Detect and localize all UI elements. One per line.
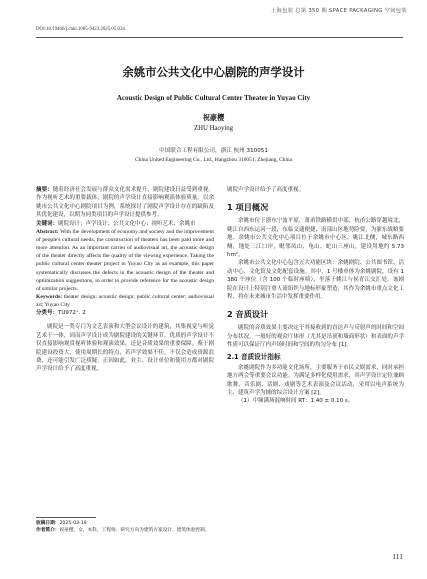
author-bio bbox=[36, 527, 214, 534]
section-1-heading: 1 项目概况 bbox=[227, 202, 269, 213]
title-en: Acoustic Design of Public Cultural Center Theater in Yuyao City bbox=[116, 94, 311, 102]
page-number: 111 bbox=[392, 552, 403, 561]
abstract-zh bbox=[36, 186, 214, 220]
classification bbox=[36, 309, 214, 317]
keywords-zh bbox=[36, 220, 214, 228]
abstract-en-text: With the development of economy and society and the improvement of people's cultural needs, the construction of theaters has been paid more and more attention. As an important carrier of audiovisual art, the acoustic design of the theater directly affects the quality of the viewing experience. Taking the public cultural center theater project in Yuyao City as an example, this paper systematically discusses the defects in the acoustic design of the theater and optimization suggestions, in order to provide reference for the acoustic design of similar projects. bbox=[36, 229, 214, 292]
section-1-paragraph-2: 余姚市公共文化中心包含五大功能区块：余姚剧院、公共图书馆、活动中心、文化馆及文化配套设施。其中，1 号楼单体为余姚剧院，设有 1 380 个座位（含 100 个临时座椅），坐落于姚江与侯青江交汇处。该剧院在设计上特别注重人流组织与地标形象塑造，其作为余姚市重点文化工程，将在未来城市生活中发挥重要作用。 bbox=[227, 260, 404, 301]
keywords-en-text: theater design; acoustic design; public cultural center; audiovisual art; Yuyao City bbox=[36, 293, 214, 308]
author-en: ZHU Haoying bbox=[193, 125, 234, 132]
section-2-paragraph-1: 剧院的音质效果主要决定于其接收到的直达声与反射声的时间和空间分布状况。一般好的观众厅体形（尤其是吊顶和墙面形状）和表面的声学性质可以保证厅内声场时间和空间的均匀分布 [1]。 bbox=[227, 325, 404, 349]
section-2-1-item-1: （1）中频满场混响时间 RT：1.40 ± 0.10 s。 bbox=[238, 398, 354, 405]
doi[interactable]: DOI:10.19466/j.cnki.1005-9423.2025.05.034. bbox=[36, 27, 127, 32]
running-header: 上海包装 总第 350 期 SPACE PACKAGING 空间包装 bbox=[270, 8, 407, 14]
keywords-en bbox=[36, 293, 214, 309]
keywords-label: 关键词： bbox=[36, 220, 59, 227]
left-column bbox=[36, 186, 214, 374]
affiliation-zh: 中国联合工程有限公司，浙江 杭州 310051 bbox=[159, 148, 268, 154]
abstract-label: 摘要： bbox=[36, 187, 53, 193]
section-1-paragraph-1: 余姚市位于浙东宁波平原，萧甬铁路横贯中部，杭甬公路穿越境北，姚江自西东运河一段，东临交通便捷，南部山区地势险要，为浙东战略要地。余姚市公共文化中心项目位于余姚市中心区，姚江北侧，城东路西侧，地处三江口岸，毗邻凤山、龟山、蛇山三座山，建设用地约 5.73 hm²。 bbox=[227, 218, 404, 259]
bio-text: 祝豪樱，女，本科，工程师，研究方向为建筑方案设计、建筑体验控制。 bbox=[59, 528, 210, 534]
intro-continuation: 剧院声学设计给予了高度重视。 bbox=[227, 187, 305, 193]
section-2-1-heading: 2.1 音质设计指标 bbox=[227, 352, 281, 361]
keywords-text: 剧院设计；声学设计；公共文化中心；视听艺术；余姚市 bbox=[58, 220, 196, 227]
abstract-en bbox=[36, 228, 214, 293]
abstract-en-label: Abstract: bbox=[36, 229, 59, 236]
received-date bbox=[36, 520, 214, 527]
footnote-rule bbox=[36, 517, 96, 518]
affiliation-en: China United Engineering Co., Ltd., Hangzhou 310051, Zhejiang, China bbox=[135, 157, 292, 163]
right-column bbox=[227, 186, 404, 406]
classification-label: 分类号： bbox=[36, 309, 59, 316]
received-label: 收稿日期： bbox=[36, 521, 60, 526]
section-2-1-paragraph: 余姚剧院作为多功能文化场所，主要服务于市民文娱需求，同时承担地方两会等重要会议功能。为满足多样化使用需求，其声学设计定位兼顾歌舞、音乐剧、话剧、戏剧等艺术表演及会议活动，采用以电声系统为主、建筑声学为辅的综合设计方案 [2]。 bbox=[227, 364, 404, 396]
header-rule bbox=[36, 37, 403, 38]
keywords-en-label: Keywords: bbox=[36, 293, 63, 300]
classification-text: TU972⁺. 2 bbox=[58, 309, 86, 316]
footnote bbox=[36, 520, 214, 535]
abstract-text: 随着经济社会发展与群众文化需求提升，剧院建设日益受到重视。作为视听艺术的重要载体，剧院的声学设计直接影响观演体验质量。以余姚市公共文化中心剧院项目为例，系统探讨了剧院声学设计存在的缺陷及其优化建设，以期为同类项目的声学设计提供参考。 bbox=[36, 187, 214, 219]
bio-label: 作者简介： bbox=[36, 528, 60, 534]
author-zh: 祝豪樱 bbox=[202, 113, 225, 122]
intro-paragraph: 剧院是一类专门为文艺表演和大型会议设计的建筑，其集视觉与听觉艺术于一体，因而声学设计成为剧院建设的关键环节。优质的声学设计不仅直接影响观赏视听体验和观演效果，还是音质效果的重要保障。鉴于剧院建设投资大、使用周期长的特点，若声学效果不佳，不仅会造成资源浪费，还可能引发广泛质疑。正因如此，业主、设计单位和使用方都对剧院声学设计给予了高度重视。 bbox=[36, 324, 214, 373]
received-value: 2025-03-19 bbox=[59, 521, 87, 526]
section-2-heading: 2 音质设计 bbox=[227, 309, 269, 320]
title-zh: 余姚市公共文化中心剧院的声学设计 bbox=[122, 65, 305, 79]
